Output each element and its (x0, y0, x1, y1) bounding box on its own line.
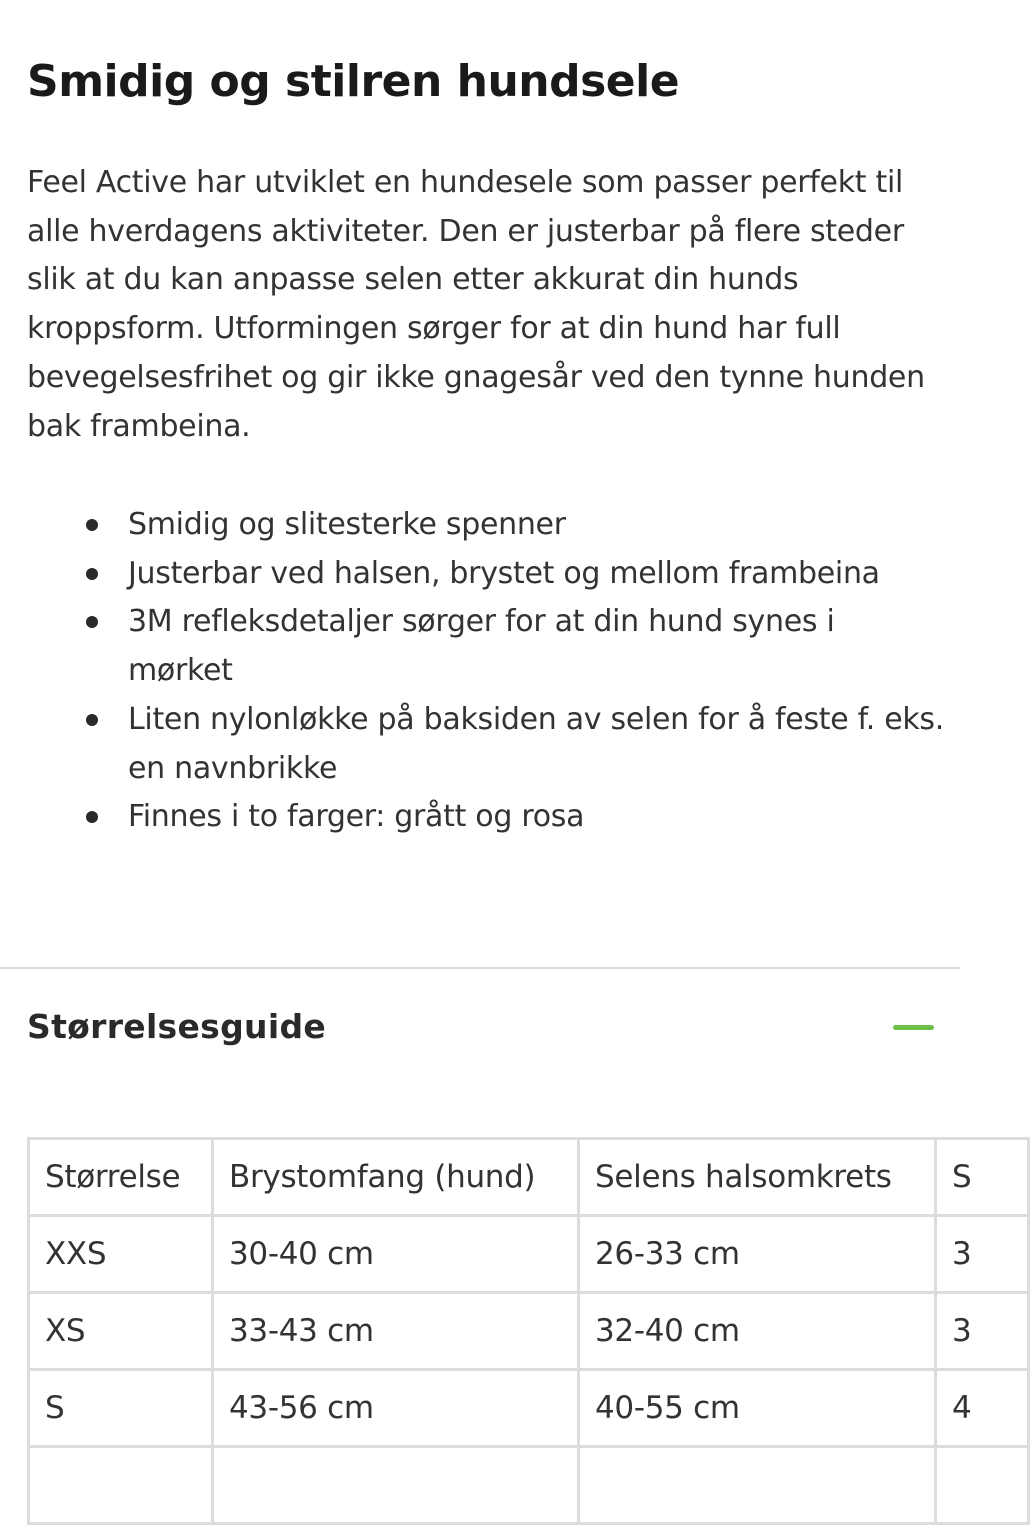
table-cell: 40-55 cm (579, 1370, 936, 1447)
table-cell: 3 (936, 1216, 1029, 1293)
size-guide-toggle[interactable] (0, 990, 960, 1066)
table-row (29, 1216, 1029, 1293)
table-cell (579, 1447, 936, 1524)
product-description: Feel Active har utviklet en hundesele som passer perfekt til alle hverdagens aktiviteter. Den er justerbar på flere steder slik at du kan anpasse selen etter akkurat din hunds kroppsform. Utformingen sørger for at din hund har full bevegelsesfrihet og gir ikke gnagesår ved den tynne hunden bak frambeina. (27, 165, 925, 444)
table-row (29, 1447, 1029, 1524)
table-cell: 26-33 cm (579, 1216, 936, 1293)
product-title: Smidig og stilren hundsele (27, 56, 680, 107)
bullet-icon (86, 811, 98, 823)
column-header: Brystomfang (hund) (213, 1139, 579, 1216)
column-header: Størrelse (29, 1139, 213, 1216)
feature-text: Smidig og slitesterke spenner (128, 507, 566, 542)
feature-list (128, 501, 948, 842)
bullet-icon (86, 616, 98, 628)
table-cell: 43-56 cm (213, 1370, 579, 1447)
bullet-icon (86, 568, 98, 580)
size-table (27, 1137, 1030, 1525)
table-cell: S (29, 1370, 213, 1447)
column-header: S (936, 1139, 1029, 1216)
feature-text: Finnes i to farger: grått og rosa (128, 799, 585, 835)
table-cell (936, 1447, 1029, 1524)
table-cell: XXS (29, 1216, 213, 1293)
table-cell: 33-43 cm (213, 1293, 579, 1370)
table-cell (213, 1447, 579, 1524)
feature-text: Liten nylonløkke på baksiden av selen for å feste f. eks. en navnbrikke (128, 701, 944, 786)
table-header-row (29, 1139, 1029, 1216)
section-divider (0, 967, 960, 969)
minus-icon[interactable] (893, 1025, 934, 1030)
feature-text: 3M refleksdetaljer sørger for at din hund synes i mørket (128, 604, 835, 689)
table-cell: 30-40 cm (213, 1216, 579, 1293)
feature-item (128, 501, 948, 550)
feature-item (128, 598, 948, 695)
feature-item (128, 550, 948, 599)
feature-item (128, 793, 948, 842)
table-cell: 32-40 cm (579, 1293, 936, 1370)
table-row (29, 1293, 1029, 1370)
column-header: Selens halsomkrets (579, 1139, 936, 1216)
bullet-icon (86, 714, 98, 726)
table-row (29, 1370, 1029, 1447)
bullet-icon (86, 519, 98, 531)
size-guide-title: Størrelsesguide (27, 1007, 327, 1046)
table-cell (29, 1447, 213, 1524)
table-cell: 4 (936, 1370, 1029, 1447)
table-cell: XS (29, 1293, 213, 1370)
table-cell: 3 (936, 1293, 1029, 1370)
feature-text: Justerbar ved halsen, brystet og mellom frambeina (128, 555, 880, 591)
feature-item (128, 696, 948, 793)
size-table-scroll[interactable] (27, 1137, 972, 1471)
